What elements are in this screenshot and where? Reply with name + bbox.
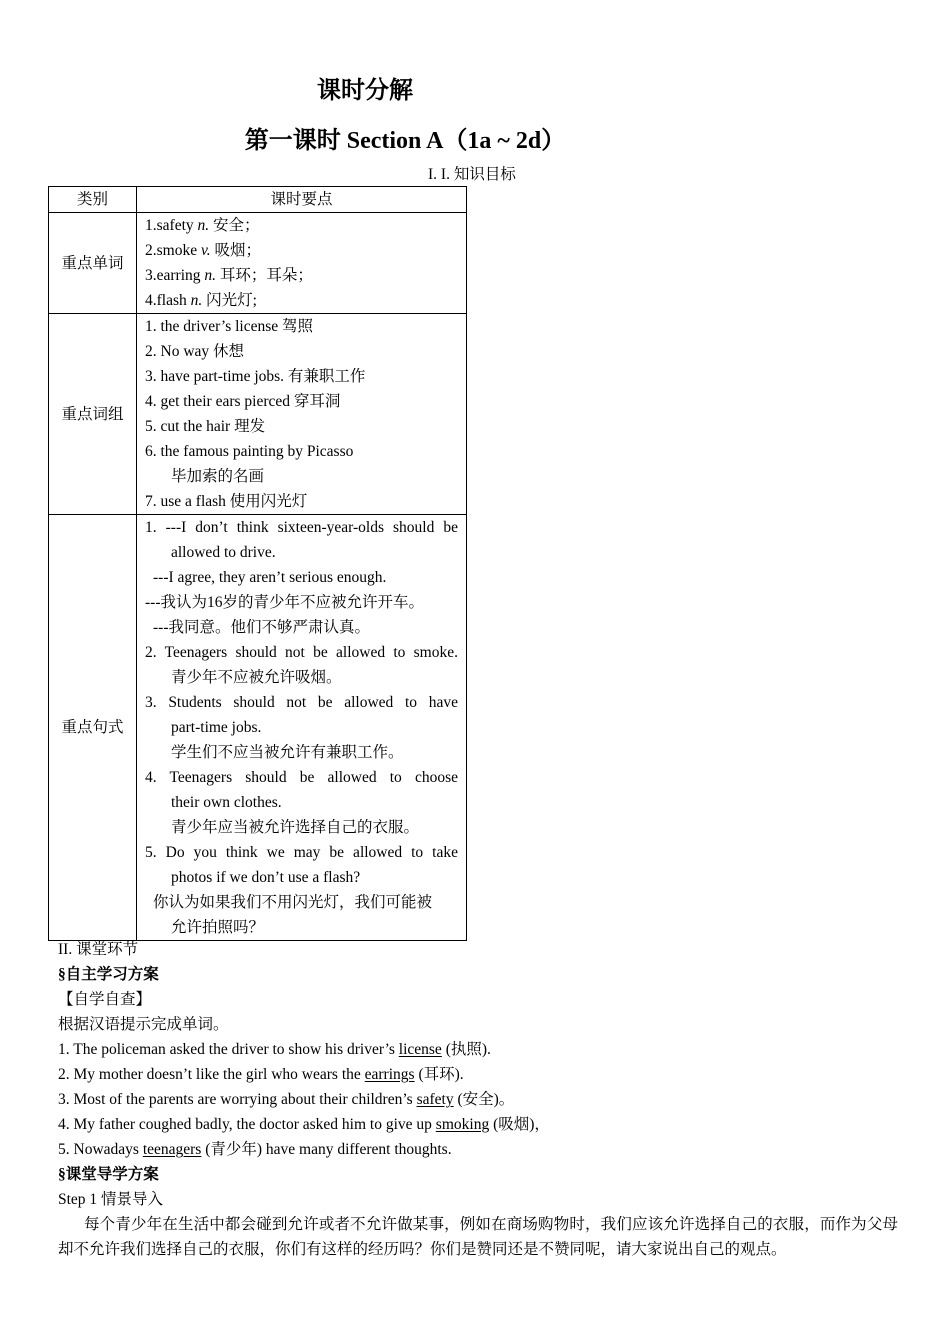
sentence-line: 青少年应当被允许选择自己的衣服。 bbox=[171, 819, 420, 836]
sentence-line: 青少年不应被允许吸烟。 bbox=[171, 669, 342, 686]
phrase-item: 6. the famous painting by Picasso bbox=[145, 443, 354, 460]
phrase-item: 1. the driver’s license 驾照 bbox=[145, 318, 314, 335]
sentence-line: part-time jobs. bbox=[171, 719, 262, 736]
exercise-item: 3. Most of the parents are worrying about their children’s safety (安全)。 bbox=[58, 1091, 515, 1108]
sentence-line: 5. Do you think we may be allowed to take bbox=[145, 844, 458, 861]
sentence-line: ---我同意。他们不够严肃认真。 bbox=[153, 619, 370, 636]
word-item: 2.smoke v. 吸烟； bbox=[145, 242, 261, 259]
sentence-line: their own clothes. bbox=[171, 794, 282, 811]
answer-blank: teenagers bbox=[142, 1141, 202, 1158]
classroom-section bbox=[58, 937, 898, 1262]
phrase-translation: 毕加索的名画 bbox=[171, 468, 265, 485]
table-row-key-sentences bbox=[49, 515, 467, 941]
answer-blank: earrings bbox=[364, 1066, 415, 1083]
phrase-item: 2. No way 休想 bbox=[145, 343, 245, 360]
answer-blank: smoking bbox=[435, 1116, 490, 1133]
key-sentences-cell bbox=[137, 515, 467, 941]
phrase-item: 4. get their ears pierced 穿耳洞 bbox=[145, 393, 341, 410]
key-phrases-cell bbox=[137, 314, 467, 515]
classroom-heading: II. 课堂环节 bbox=[58, 941, 139, 958]
step1-heading: Step 1 情景导入 bbox=[58, 1191, 164, 1208]
lesson-breakdown-title: 课时分解 bbox=[317, 78, 413, 104]
sentence-line: ---I agree, they aren’t serious enough. bbox=[153, 569, 387, 586]
sentence-line: 4. Teenagers should be allowed to choose bbox=[145, 769, 458, 786]
word-item: 4.flash n. 闪光灯; bbox=[145, 292, 257, 309]
phrase-item: 3. have part-time jobs. 有兼职工作 bbox=[145, 368, 366, 385]
category-key-phrases: 重点词组 bbox=[49, 314, 137, 515]
word-item: 3.earring n. 耳环；耳朵； bbox=[145, 267, 313, 284]
category-key-words: 重点单词 bbox=[49, 213, 137, 314]
sentence-line: 3. Students should not be allowed to have bbox=[145, 694, 458, 711]
phrase-item: 5. cut the hair 理发 bbox=[145, 418, 266, 435]
sentence-line: ---我认为16岁的青少年不应被允许开车。 bbox=[145, 594, 424, 611]
sentence-line: 1. ---I don’t think sixteen-year-olds should be bbox=[145, 519, 458, 536]
sentence-line: 你认为如果我们不用闪光灯，我们可能被 bbox=[153, 894, 433, 911]
sentence-line: 2. Teenagers should not be allowed to smoke. bbox=[145, 644, 458, 661]
answer-blank: safety bbox=[416, 1091, 454, 1108]
exercise-item: 5. Nowadays teenagers (青少年) have many different thoughts. bbox=[58, 1141, 452, 1158]
key-points-table bbox=[48, 186, 467, 941]
exercise-item: 1. The policeman asked the driver to show his driver’s license (执照). bbox=[58, 1041, 491, 1058]
exercise-item: 4. My father coughed badly, the doctor asked him to give up smoking (吸烟)， bbox=[58, 1116, 550, 1133]
sentence-line: photos if we don’t use a flash? bbox=[171, 869, 361, 886]
knowledge-objectives-heading: I. I. 知识目标 bbox=[428, 166, 516, 183]
word-item: 1.safety n. 安全； bbox=[145, 217, 260, 234]
table-row-key-phrases bbox=[49, 314, 467, 515]
sentence-line: 允许拍照吗？ bbox=[171, 919, 265, 936]
header-key-points: 课时要点 bbox=[137, 187, 467, 213]
table-row-key-words bbox=[49, 213, 467, 314]
sentence-line: allowed to drive. bbox=[171, 544, 276, 561]
category-key-sentences: 重点句式 bbox=[49, 515, 137, 941]
exercise-item: 2. My mother doesn’t like the girl who wears the earrings (耳环). bbox=[58, 1066, 464, 1083]
self-study-title: §自主学习方案 bbox=[58, 966, 159, 983]
step1-paragraph: 每个青少年在生活中都会碰到允许或者不允许做某事，例如在商场购物时，我们应该允许选择自己的衣服，而作为父母却不允许我们选择自己的衣服，你们有这样的经历吗？你们是赞同还是不赞同呢，请大家说出自己的观点。 bbox=[58, 1216, 898, 1258]
self-check-label: 【自学自查】 bbox=[58, 991, 152, 1008]
lesson-one-title: 第一课时 Section A（1a ~ 2d） bbox=[244, 128, 566, 154]
key-words-cell bbox=[137, 213, 467, 314]
header-category: 类别 bbox=[49, 187, 137, 213]
table-header-row bbox=[49, 187, 467, 213]
answer-blank: license bbox=[398, 1041, 442, 1058]
sentence-line: 学生们不应当被允许有兼职工作。 bbox=[171, 744, 404, 761]
guided-study-title: §课堂导学方案 bbox=[58, 1166, 159, 1183]
phrase-item: 7. use a flash 使用闪光灯 bbox=[145, 493, 308, 510]
exercise-instruction: 根据汉语提示完成单词。 bbox=[58, 1016, 229, 1033]
